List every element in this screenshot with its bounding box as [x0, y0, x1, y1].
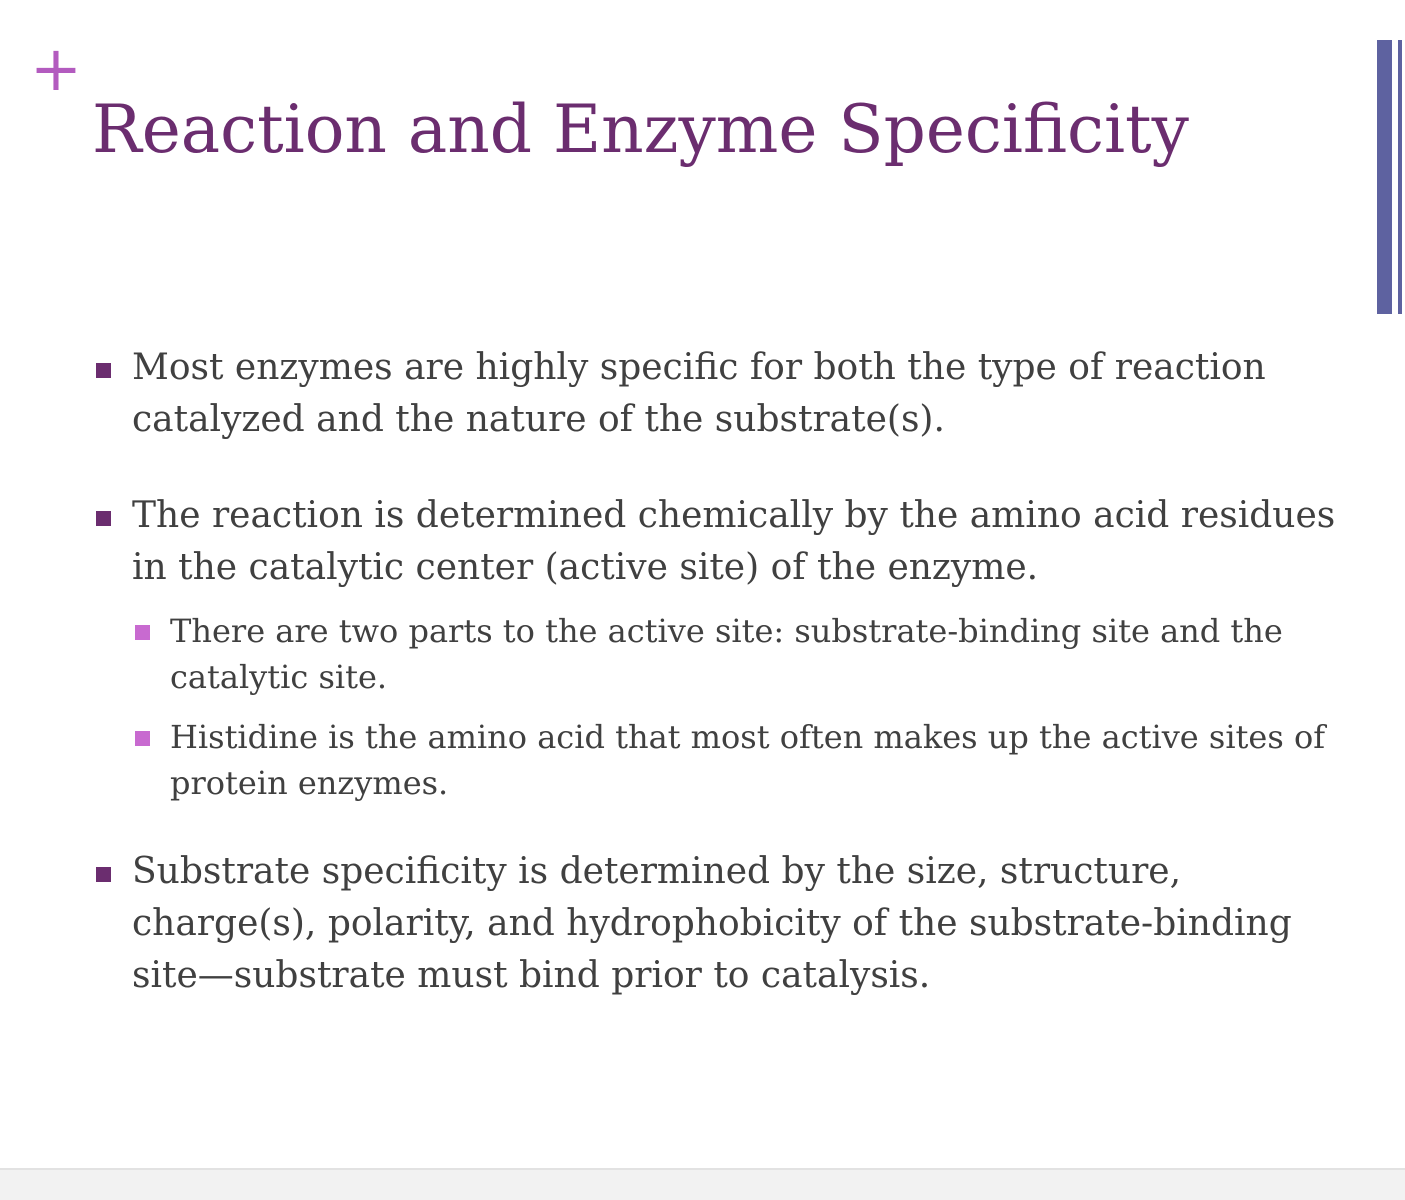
plus-icon: + [30, 32, 82, 105]
sub-bullet-item [132, 714, 1342, 806]
bullet-item [92, 846, 1342, 1002]
sub-bullet-text: There are two parts to the active site: substrate-binding site and the catalytic site. [170, 612, 1283, 696]
bullet-text: Most enzymes are highly specific for both the type of reaction catalyzed and the nature of the substrate(s). [132, 347, 1266, 440]
sub-bullet-text: Histidine is the amino acid that most often makes up the active sites of protein enzymes. [170, 718, 1326, 802]
square-sub-bullet-icon [135, 731, 150, 746]
bullet-text: The reaction is determined chemically by the amino acid residues in the catalytic center (active site) of the enzyme. [132, 495, 1336, 588]
footer-bar [0, 1168, 1405, 1200]
square-bullet-icon [96, 363, 111, 378]
square-sub-bullet-icon [135, 625, 150, 640]
square-bullet-icon [96, 511, 111, 526]
accent-bar [1377, 40, 1392, 314]
slide-title: Reaction and Enzyme Specificity [92, 91, 1189, 168]
sub-bullet-item [132, 608, 1342, 700]
slide-body [92, 342, 1342, 1002]
bullet-item [92, 490, 1342, 594]
accent-bar-thin [1398, 40, 1402, 314]
square-bullet-icon [96, 867, 111, 882]
bullet-item [92, 342, 1342, 446]
bullet-text: Substrate specificity is determined by the size, structure, charge(s), polarity, and hydrophobicity of the substrate-binding site—substrate must bind prior to catalysis. [132, 851, 1292, 996]
